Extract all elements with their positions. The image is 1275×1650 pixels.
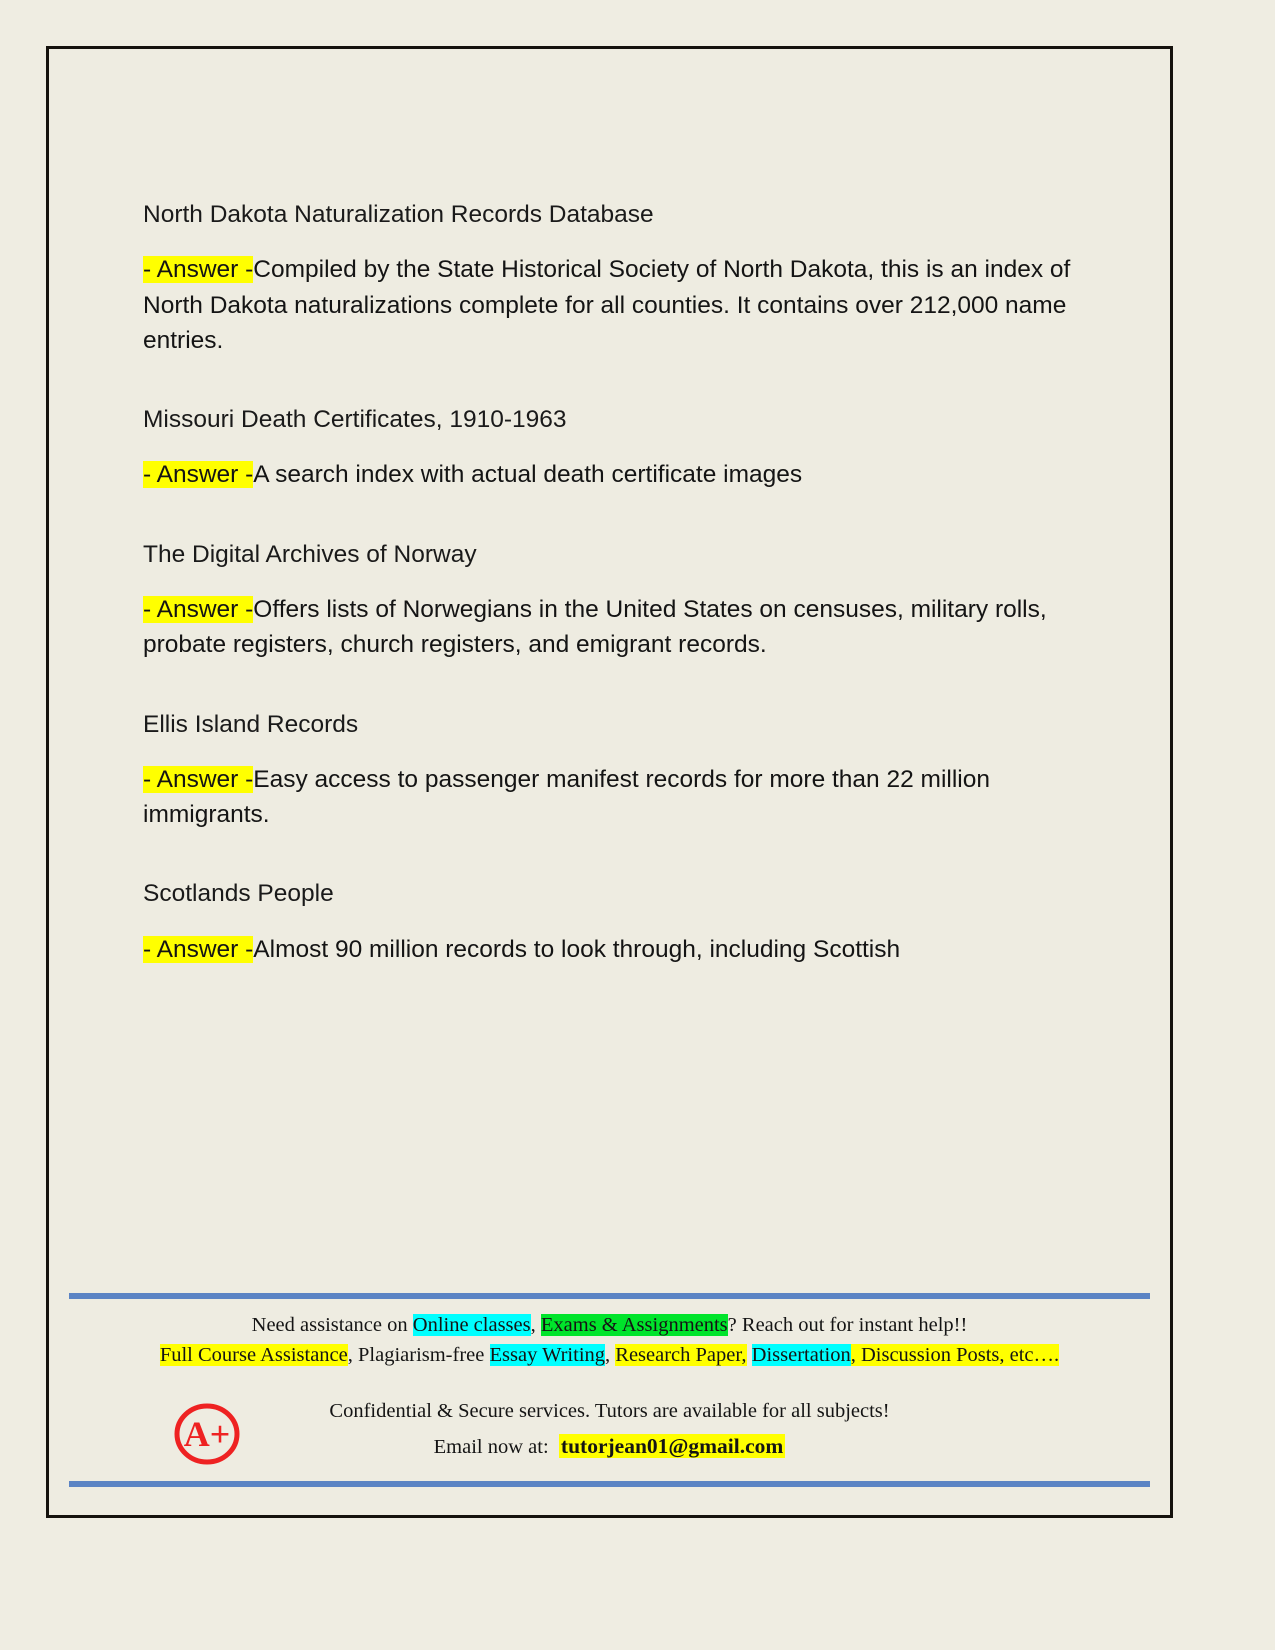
document-page — [46, 46, 1173, 1518]
footer-line-services — [49, 1311, 1170, 1339]
record-entry — [143, 539, 1083, 663]
entry-title: Missouri Death Certificates, 1910-1963 — [143, 406, 567, 434]
answer-label-highlight: - Answer - — [143, 256, 254, 284]
entry-title: The Digital Archives of Norway — [143, 540, 477, 568]
email-address[interactable]: tutorjean01@gmail.com — [560, 1433, 784, 1458]
answer-label-highlight: - Answer - — [143, 596, 254, 624]
footer-text-prefix: Need assistance on — [251, 1314, 413, 1336]
footer-tag-research-paper: Research Paper, — [615, 1344, 747, 1367]
footer-line-email — [49, 1431, 1170, 1462]
answer-body: A search index with actual death certificate images — [253, 461, 803, 489]
entry-title: Scotlands People — [143, 880, 334, 908]
footer-text-plagiarism-free: , Plagiarism-free — [347, 1344, 490, 1367]
footer-tag-dissertation: Dissertation — [751, 1344, 851, 1367]
entry-answer — [143, 457, 1083, 492]
footer-divider-top — [69, 1293, 1150, 1299]
answer-label-highlight: - Answer - — [143, 935, 254, 963]
footer-text-suffix: ? Reach out for instant help!! — [727, 1314, 968, 1336]
footer-text-sep-1: , — [605, 1344, 616, 1367]
footer-tag-discussion-posts: , Discussion Posts, etc…. — [850, 1344, 1060, 1367]
answer-body: Easy access to passenger manifest records for more than 22 million immigrants. — [143, 765, 990, 829]
footer-line-offerings — [49, 1341, 1170, 1369]
footer-text-comma: , — [530, 1314, 541, 1336]
footer-tag-exams-assignments: Exams & Assignments — [540, 1314, 728, 1336]
entry-answer — [143, 592, 1083, 663]
footer-divider-bottom — [69, 1481, 1150, 1487]
footer-text-sep-2 — [747, 1344, 752, 1366]
svg-text:A+: A+ — [183, 1414, 231, 1454]
entry-answer — [143, 932, 1083, 967]
answer-label-highlight: - Answer - — [143, 765, 254, 793]
promo-footer — [49, 1293, 1170, 1515]
email-label: Email now at: — [433, 1435, 549, 1458]
answer-body: Almost 90 million records to look through, including Scottish — [253, 935, 901, 963]
footer-line-confidential: Confidential & Secure services. Tutors are available for all subjects! — [329, 1400, 890, 1422]
record-entry — [143, 878, 1083, 967]
entry-title: Ellis Island Records — [143, 710, 359, 738]
footer-tag-online-classes: Online classes — [412, 1314, 531, 1336]
footer-tag-full-course-assistance: Full Course Assistance — [159, 1344, 348, 1367]
answer-body: Offers lists of Norwegians in the United States on censuses, military rolls, probate registers, church registers, and emigrant records. — [143, 596, 1047, 659]
footer-contact-block — [49, 1397, 1170, 1461]
footer-headline-block — [49, 1311, 1170, 1370]
record-entry — [143, 199, 1083, 358]
answer-label-highlight: - Answer - — [143, 461, 254, 489]
record-entry — [143, 404, 1083, 493]
entry-answer — [143, 252, 1083, 358]
answer-body: Compiled by the State Historical Society of North Dakota, this is an index of North Dakota naturalizations complete for all counties. It contains over 212,000 name entries. — [143, 256, 1071, 354]
entry-title: North Dakota Naturalization Records Database — [143, 201, 654, 228]
entry-answer — [143, 762, 1083, 833]
record-entry — [143, 709, 1083, 833]
document-content — [143, 199, 1083, 967]
footer-tag-essay-writing: Essay Writing — [489, 1344, 606, 1367]
